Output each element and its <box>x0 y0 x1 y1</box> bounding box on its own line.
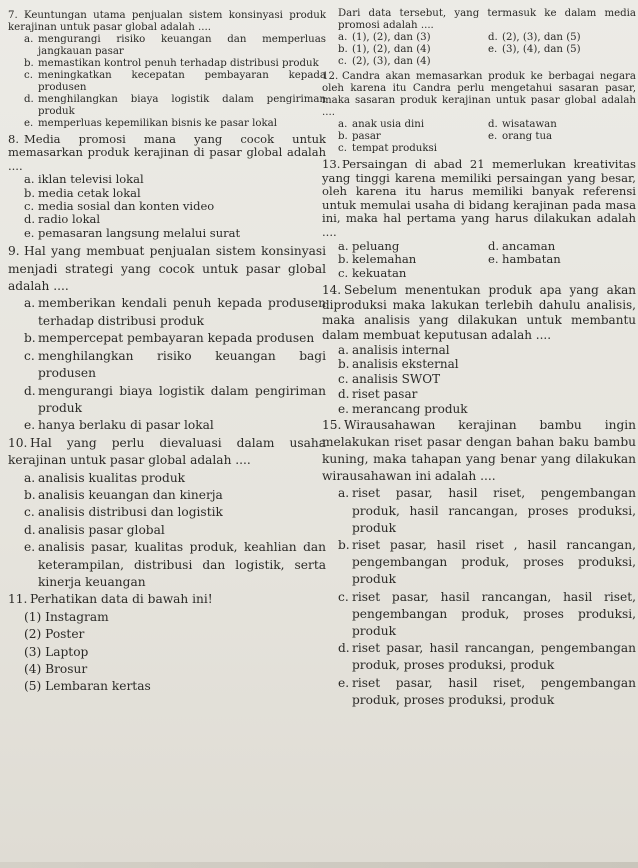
question-number: 7. <box>8 10 18 21</box>
option-text: merancang produk <box>352 401 468 416</box>
option-text: orang tua <box>502 131 553 142</box>
option-b[interactable] <box>8 487 326 504</box>
option-text: analisis pasar global <box>38 522 165 537</box>
question-7 <box>8 10 326 130</box>
option-b[interactable] <box>338 44 488 56</box>
option-text: menghilangkan risiko keuangan bagi produsen <box>38 348 326 381</box>
option-letter: c. <box>338 56 347 67</box>
option-d[interactable] <box>488 240 555 254</box>
option-e[interactable] <box>488 131 552 143</box>
option-a[interactable] <box>338 119 488 131</box>
option-letter: d. <box>24 94 34 105</box>
option-c[interactable] <box>322 372 636 387</box>
option-e[interactable] <box>8 417 326 434</box>
option-text: (1), (2), dan (4) <box>352 44 431 55</box>
question-number: 13. <box>322 157 341 171</box>
option-text: peluang <box>352 238 400 253</box>
question-stem: Sebelum menentukan produk apa yang akan diproduksi maka lakukan terlebih dahulu analisis, maka analisis yang dilakukan untuk membantu dalam membuat keputusan adalah .... <box>322 283 636 342</box>
option-text: mengurangi biaya logistik dalam pengiriman produk <box>38 383 326 415</box>
question-8 <box>8 133 326 240</box>
option-letter: e. <box>338 401 349 416</box>
option-letter: a. <box>338 32 348 43</box>
option-e[interactable] <box>8 227 326 240</box>
option-b[interactable] <box>338 253 488 267</box>
option-letter: a. <box>338 119 348 130</box>
option-text: riset pasar, hasil rancangan, hasil riset, pengembangan produk, proses produksi, produk <box>352 589 636 638</box>
option-letter: e. <box>24 225 35 240</box>
option-letter: d. <box>24 522 36 537</box>
option-text: analisis internal <box>352 342 450 357</box>
option-d[interactable] <box>8 522 326 539</box>
option-text: (2), (3), dan (5) <box>502 32 581 43</box>
option-letter: c. <box>338 589 349 604</box>
question-number: 12. <box>322 71 339 82</box>
option-c[interactable] <box>338 267 488 281</box>
page-bottom-edge <box>0 862 638 868</box>
option-c[interactable] <box>338 143 488 155</box>
question-number: 9. <box>8 244 20 259</box>
option-e[interactable] <box>8 118 326 130</box>
option-a[interactable] <box>8 34 326 58</box>
option-text: menghilangkan biaya logistik dalam pengiriman produk <box>38 94 326 117</box>
option-c[interactable] <box>322 589 636 641</box>
option-a[interactable] <box>338 32 488 44</box>
option-text: (1), (2), dan (3) <box>352 32 431 43</box>
option-letter: c. <box>24 348 35 363</box>
option-letter: c. <box>24 505 35 520</box>
statement-item: (4) Brosur <box>24 662 88 676</box>
question-stem: Dari data tersebut, yang termasuk ke dalam media promosi adalah .... <box>338 8 636 31</box>
option-text: (2), (3), dan (4) <box>352 56 431 67</box>
option-letter: a. <box>24 470 36 485</box>
option-b[interactable] <box>8 330 326 347</box>
question-14 <box>322 283 636 416</box>
option-text: riset pasar, hasil riset, pengembangan produk, hasil rancangan, proses produksi, produk <box>352 486 636 535</box>
option-b[interactable] <box>8 58 326 70</box>
option-text: tempat produksi <box>352 143 437 154</box>
option-letter: e. <box>24 418 36 433</box>
option-text: media cetak lokal <box>38 185 141 200</box>
statement-item: (5) Lembaran kertas <box>24 679 151 694</box>
question-stem: Wirausahawan kerajinan bambu ingin melakukan riset pasar dengan bahan baku bambu kuning, maka tahapan yang benar yang dilakukan wirausahawan ini adalah .... <box>322 417 636 484</box>
option-text: (3), (4), dan (5) <box>502 44 581 55</box>
option-text: meningkatkan kecepatan pembayaran kepada produsen <box>38 70 326 93</box>
option-text: analisis eksternal <box>352 357 459 372</box>
option-letter: b. <box>338 537 350 552</box>
option-text: analisis distribusi dan logistik <box>38 505 223 520</box>
question-stem: Keuntungan utama penjualan sistem konsinyasi produk kerajinan untuk pasar global adalah .... <box>8 10 326 33</box>
option-letter: c. <box>338 372 349 387</box>
option-text: riset pasar, hasil rancangan, pengembangan produk, proses produksi, produk <box>352 641 636 673</box>
option-text: pasar <box>352 131 381 142</box>
question-stem: Perhatikan data di bawah ini! <box>30 592 213 607</box>
option-text: analisis pasar, kualitas produk, keahlian dan keterampilan, distribusi dan logistik, serta kinerja keuangan <box>38 540 326 589</box>
question-11-continued <box>322 8 636 68</box>
option-a[interactable] <box>322 485 636 537</box>
option-text: ancaman <box>502 238 556 253</box>
option-text: wisatawan <box>502 119 557 130</box>
option-b[interactable] <box>8 187 326 200</box>
option-e[interactable] <box>488 253 561 267</box>
question-stem: Hal yang perlu dievaluasi dalam usaha kerajinan untuk pasar global adalah .... <box>8 435 326 468</box>
option-letter: d. <box>338 641 350 656</box>
question-15 <box>322 417 636 709</box>
option-text: memberikan kendali penuh kepada produsen terhadap distribusi produk <box>38 296 326 328</box>
question-stem: Hal yang membuat penjualan sistem konsinyasi menjadi strategi yang cocok untuk pasar global adalah .... <box>8 244 326 294</box>
left-column <box>8 0 326 696</box>
option-letter: c. <box>24 199 35 214</box>
option-c[interactable] <box>8 70 326 94</box>
option-text: memastikan kontrol penuh terhadap distribusi produk <box>38 58 319 69</box>
option-letter: c. <box>338 265 349 280</box>
option-c[interactable] <box>338 56 488 68</box>
option-letter: b. <box>24 331 36 346</box>
option-letter: c. <box>24 70 33 81</box>
option-text: iklan televisi lokal <box>38 172 144 187</box>
option-letter: a. <box>338 486 350 501</box>
option-e[interactable] <box>322 402 636 417</box>
option-text: riset pasar <box>352 386 418 401</box>
question-number: 10. <box>8 435 28 450</box>
question-number: 14. <box>322 283 342 298</box>
option-d[interactable] <box>488 32 581 44</box>
option-letter: d. <box>488 119 498 130</box>
option-letter: e. <box>488 131 498 142</box>
option-letter: e. <box>488 252 499 267</box>
option-c[interactable] <box>8 504 326 521</box>
question-number: 11. <box>8 592 28 607</box>
option-d[interactable] <box>322 640 636 674</box>
option-text: riset pasar, hasil riset , hasil rancangan, pengembangan produk, proses produksi, produk <box>352 537 636 587</box>
statement-item: (1) Instagram <box>24 609 109 624</box>
option-letter: e. <box>488 44 498 55</box>
question-9 <box>8 243 326 434</box>
option-letter: a. <box>338 342 349 357</box>
option-text: radio lokal <box>38 212 101 227</box>
option-letter: b. <box>338 357 350 372</box>
option-a[interactable] <box>338 240 488 254</box>
option-letter: b. <box>24 58 34 69</box>
option-d[interactable] <box>488 119 557 131</box>
question-number: 15. <box>322 417 342 432</box>
option-e[interactable] <box>488 44 581 56</box>
option-text: pemasaran langsung melalui surat <box>38 225 241 240</box>
question-stem: Persaingan di abad 21 memerlukan kreativitas yang tinggi karena memiliki persaingan yang besar, oleh karena itu harus memiliki banyak referensi untuk memulai usaha di bidang kerajinan pada masa ini, maka hal pertama yang harus dilakukan adalah .... <box>322 157 636 239</box>
option-e[interactable] <box>8 539 326 591</box>
option-letter: d. <box>488 32 498 43</box>
option-text: analisis kualitas produk <box>38 470 186 485</box>
option-b[interactable] <box>322 537 636 589</box>
option-text: mengurangi risiko keuangan dan memperluas jangkauan pasar <box>38 34 326 57</box>
question-stem: Candra akan memasarkan produk ke berbagai negara oleh karena itu Candra perlu mengetahui sasaran pasar, maka sasaran produk kerajinan untuk pasar global adalah .... <box>322 71 636 118</box>
option-letter: b. <box>24 185 36 200</box>
option-text: hanya berlaku di pasar lokal <box>38 418 214 433</box>
question-10 <box>8 435 326 592</box>
option-c[interactable] <box>8 348 326 383</box>
option-letter: a. <box>24 296 36 311</box>
option-letter: d. <box>24 383 36 398</box>
question-stem: Media promosi mana yang cocok untuk memasarkan produk kerajinan di pasar global adalah .... <box>8 132 326 173</box>
option-letter: a. <box>338 238 349 253</box>
question-number: 8. <box>8 132 19 146</box>
option-text: analisis keuangan dan kinerja <box>38 487 223 502</box>
option-letter: c. <box>338 143 347 154</box>
option-letter: b. <box>338 44 348 55</box>
statement-item: (2) Poster <box>24 627 85 642</box>
option-letter: e. <box>338 675 350 690</box>
option-letter: d. <box>488 238 500 253</box>
option-text: analisis SWOT <box>352 372 441 387</box>
option-a[interactable] <box>8 295 326 330</box>
option-c[interactable] <box>8 200 326 213</box>
option-letter: b. <box>24 487 36 502</box>
option-letter: d. <box>24 212 36 227</box>
option-letter: e. <box>24 540 36 555</box>
option-letter: b. <box>338 252 350 267</box>
option-text: riset pasar, hasil riset, pengembangan produk, proses produksi, produk <box>352 675 636 707</box>
question-11 <box>8 591 326 695</box>
option-d[interactable] <box>322 387 636 402</box>
option-b[interactable] <box>338 131 488 143</box>
option-text: media sosial dan konten video <box>38 199 215 214</box>
option-text: mempercepat pembayaran kepada produsen <box>38 331 315 346</box>
option-text: memperluas kepemilikan bisnis ke pasar lokal <box>38 118 277 129</box>
right-column <box>322 0 636 709</box>
option-d[interactable] <box>8 383 326 418</box>
statement-item: (3) Laptop <box>24 644 89 659</box>
option-a[interactable] <box>8 173 326 186</box>
option-letter: e. <box>24 118 34 129</box>
question-13 <box>322 158 636 280</box>
option-letter: a. <box>24 34 34 45</box>
option-letter: d. <box>338 386 350 401</box>
option-letter: b. <box>338 131 348 142</box>
option-text: kelemahan <box>352 252 417 267</box>
option-d[interactable] <box>8 94 326 118</box>
option-text: anak usia dini <box>352 119 425 130</box>
option-text: kekuatan <box>352 265 407 280</box>
option-e[interactable] <box>322 675 636 709</box>
option-text: hambatan <box>502 252 561 267</box>
option-b[interactable] <box>322 357 636 372</box>
question-12 <box>322 71 636 155</box>
option-a[interactable] <box>8 470 326 487</box>
option-d[interactable] <box>8 213 326 226</box>
option-a[interactable] <box>322 343 636 358</box>
option-letter: a. <box>24 172 35 187</box>
